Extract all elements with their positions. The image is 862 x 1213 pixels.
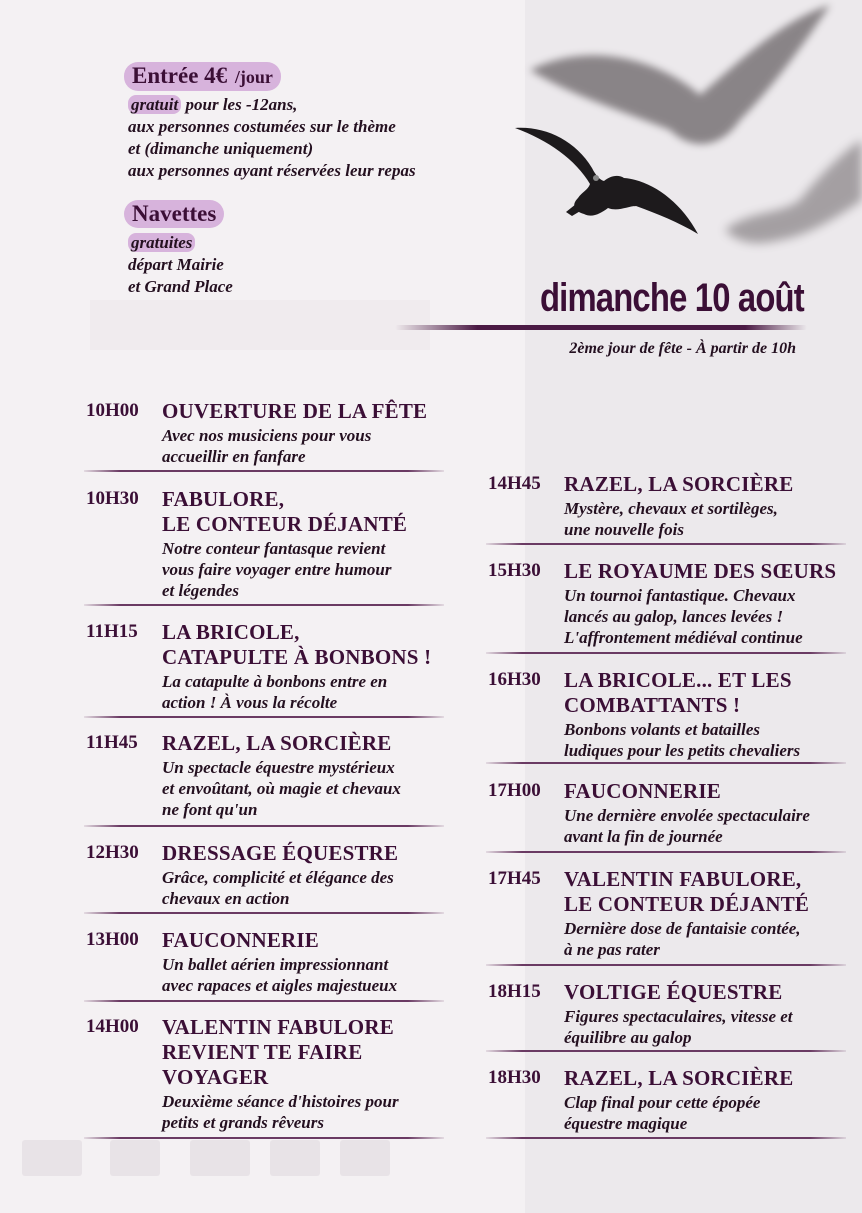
- schedule-event: [488, 867, 838, 960]
- schedule-event: [488, 472, 838, 540]
- event-description: accueillir en fanfare: [162, 447, 306, 466]
- event-title: FAUCONNERIE: [162, 928, 319, 952]
- event-title: REVIENT TE FAIRE: [162, 1040, 363, 1064]
- event-title: RAZEL, LA SORCIÈRE: [564, 472, 794, 496]
- event-description: et envoûtant, où magie et chevaux: [162, 779, 401, 798]
- event-divider: [486, 762, 846, 764]
- event-title: LE ROYAUME DES SŒURS: [564, 559, 837, 583]
- event-divider: [486, 851, 846, 853]
- shuttle-line: et Grand Place: [128, 277, 233, 296]
- sponsor-logo: [22, 1140, 82, 1176]
- event-divider: [84, 825, 444, 827]
- event-title: VOYAGER: [162, 1065, 269, 1089]
- event-description: L'affrontement médiéval continue: [564, 628, 803, 647]
- event-description: Avec nos musiciens pour vous: [162, 426, 372, 445]
- event-title: CATAPULTE À BONBONS !: [162, 645, 432, 669]
- event-divider: [84, 1137, 444, 1139]
- schedule-event: [488, 779, 838, 847]
- event-divider: [84, 716, 444, 718]
- entry-price-label: Entrée 4€: [132, 63, 228, 88]
- event-divider: [84, 1000, 444, 1002]
- event-title: VALENTIN FABULORE: [162, 1015, 394, 1039]
- event-title: RAZEL, LA SORCIÈRE: [564, 1066, 794, 1090]
- day-title-underline: [395, 325, 807, 330]
- sponsor-logo: [190, 1140, 250, 1176]
- event-description: ne font qu'un: [162, 800, 258, 819]
- event-title: LE CONTEUR DÉJANTÉ: [564, 892, 810, 916]
- event-description: et légendes: [162, 581, 239, 600]
- event-description: avec rapaces et aigles majestueux: [162, 976, 398, 995]
- event-divider: [84, 470, 444, 472]
- shuttle-free-highlight: gratuites: [128, 233, 195, 252]
- event-description: petits et grands rêveurs: [162, 1113, 324, 1132]
- entry-line: aux personnes costumées sur le thème: [128, 117, 396, 136]
- entry-line: pour les -12ans,: [185, 95, 298, 114]
- schedule-event: [86, 487, 436, 601]
- entry-price-unit: /jour: [234, 67, 273, 87]
- blurred-bird-small-icon: [725, 140, 862, 243]
- shuttle-line: départ Mairie: [128, 255, 224, 274]
- event-title: RAZEL, LA SORCIÈRE: [162, 731, 392, 755]
- event-description: Un tournoi fantastique. Chevaux: [564, 586, 796, 605]
- event-divider: [486, 964, 846, 966]
- event-description: Une dernière envolée spectaculaire: [564, 806, 810, 825]
- event-time: 10H00: [86, 400, 139, 421]
- event-description: vous faire voyager entre humour: [162, 560, 392, 579]
- background-ghost-shape: [90, 300, 430, 350]
- event-description: Figures spectaculaires, vitesse et: [564, 1007, 793, 1026]
- event-time: 17H45: [488, 868, 541, 889]
- shuttle-info: [128, 232, 233, 298]
- schedule-event: [488, 559, 838, 648]
- crow-icon: [515, 128, 698, 234]
- event-title: COMBATTANTS !: [564, 693, 741, 717]
- event-time: 15H30: [488, 560, 541, 581]
- event-description: Bonbons volants et batailles: [564, 720, 760, 739]
- event-time: 16H30: [488, 669, 541, 690]
- entry-line: et (dimanche uniquement): [128, 139, 314, 158]
- event-divider: [486, 1050, 846, 1052]
- birds-illustration: [500, 0, 862, 300]
- event-time: 17H00: [488, 780, 541, 801]
- schedule-event: [488, 980, 838, 1048]
- event-divider: [486, 1137, 846, 1139]
- entry-line: aux personnes ayant réservées leur repas: [128, 161, 416, 180]
- event-time: 14H45: [488, 473, 541, 494]
- event-title: VALENTIN FABULORE,: [564, 867, 802, 891]
- schedule-event: [488, 1066, 838, 1134]
- event-description: équilibre au galop: [564, 1028, 692, 1047]
- event-description: équestre magique: [564, 1114, 688, 1133]
- event-time: 11H45: [86, 732, 138, 753]
- event-title: OUVERTURE DE LA FÊTE: [162, 399, 428, 423]
- event-description: Dernière dose de fantaisie contée,: [564, 919, 801, 938]
- schedule-event: [86, 928, 436, 996]
- schedule-event: [86, 399, 436, 467]
- schedule-event: [86, 1015, 436, 1133]
- schedule-event: [488, 668, 838, 761]
- event-description: ludiques pour les petits chevaliers: [564, 741, 801, 760]
- event-time: 13H00: [86, 929, 139, 950]
- schedule-event: [86, 841, 436, 909]
- event-description: Mystère, chevaux et sortilèges,: [564, 499, 778, 518]
- event-description: une nouvelle fois: [564, 520, 684, 539]
- event-description: Grâce, complicité et élégance des: [162, 868, 394, 887]
- event-title: FABULORE,: [162, 487, 285, 511]
- sponsor-logo: [340, 1140, 390, 1176]
- event-divider: [486, 543, 846, 545]
- sponsor-logo: [110, 1140, 160, 1176]
- event-description: La catapulte à bonbons entre en: [162, 672, 388, 691]
- event-time: 10H30: [86, 488, 139, 509]
- schedule-event: [86, 620, 436, 713]
- day-subtitle: 2ème jour de fête - À partir de 10h: [569, 340, 796, 357]
- event-divider: [84, 604, 444, 606]
- event-time: 18H15: [488, 981, 541, 1002]
- event-description: avant la fin de journée: [564, 827, 723, 846]
- event-description: Un ballet aérien impressionnant: [162, 955, 389, 974]
- event-title: VOLTIGE ÉQUESTRE: [564, 980, 783, 1004]
- event-description: Notre conteur fantasque revient: [162, 539, 386, 558]
- event-description: Un spectacle équestre mystérieux: [162, 758, 395, 777]
- entry-price-badge: [124, 62, 281, 91]
- entry-conditions: [128, 94, 416, 182]
- shuttle-label: Navettes: [132, 201, 217, 226]
- event-time: 11H15: [86, 621, 138, 642]
- shuttle-badge: [124, 200, 224, 228]
- event-title: FAUCONNERIE: [564, 779, 721, 803]
- blurred-bird-large-icon: [530, 5, 830, 144]
- schedule-event: [86, 731, 436, 820]
- event-description: chevaux en action: [162, 889, 290, 908]
- event-description: Deuxième séance d'histoires pour: [162, 1092, 399, 1111]
- event-description: Clap final pour cette épopée: [564, 1093, 761, 1112]
- event-divider: [486, 652, 846, 654]
- sponsor-logo: [270, 1140, 320, 1176]
- event-title: LA BRICOLE... ET LES: [564, 668, 792, 692]
- entry-free-highlight: gratuit: [128, 95, 181, 114]
- event-divider: [84, 912, 444, 914]
- event-time: 18H30: [488, 1067, 541, 1088]
- event-description: à ne pas rater: [564, 940, 660, 959]
- event-title: LA BRICOLE,: [162, 620, 300, 644]
- day-title: dimanche 10 août: [540, 276, 804, 320]
- event-description: lancés au galop, lances levées !: [564, 607, 784, 626]
- event-time: 14H00: [86, 1016, 139, 1037]
- event-title: LE CONTEUR DÉJANTÉ: [162, 512, 408, 536]
- event-title: DRESSAGE ÉQUESTRE: [162, 841, 399, 865]
- event-time: 12H30: [86, 842, 139, 863]
- event-description: action ! À vous la récolte: [162, 693, 338, 712]
